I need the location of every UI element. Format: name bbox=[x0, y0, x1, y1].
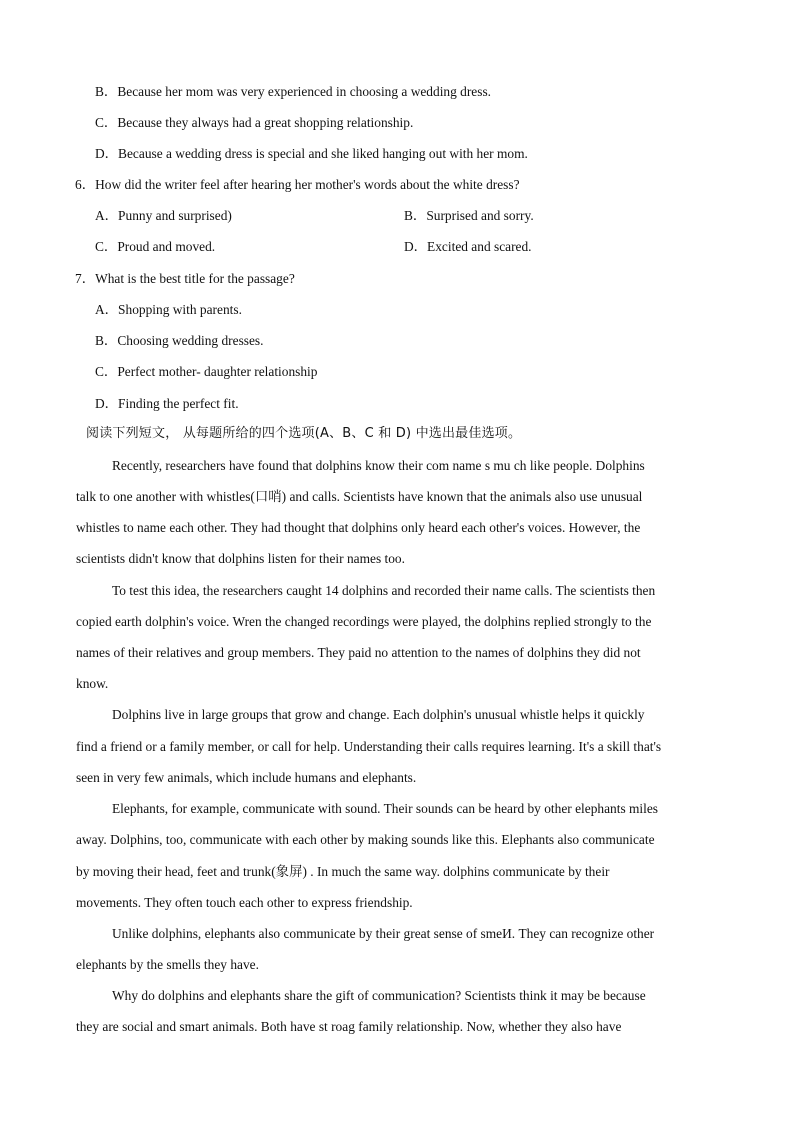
question-6: 6．How did the writer feel after hearing her mother's words about the white dress? bbox=[75, 177, 520, 192]
passage-line: away. Dolphins, too, communicate with each other by making sounds like this. Elephants also communicate bbox=[76, 832, 655, 847]
passage-line: scientists didn't know that dolphins listen for their names too. bbox=[76, 551, 405, 566]
passage-line: talk to one another with whistles(口哨) and calls. Scientists have known that the animals also use unusual bbox=[76, 489, 643, 504]
q7-option-b: B．Choosing wedding dresses. bbox=[95, 333, 264, 348]
q7-option-c: C．Perfect mother- daughter relationship bbox=[95, 364, 318, 379]
q5-option-b: B．Because her mom was very experienced in choosing a wedding dress. bbox=[95, 84, 492, 99]
q7-option-a: A．Shopping with parents. bbox=[95, 302, 242, 317]
q5-option-c: C．Because they always had a great shopping relationship. bbox=[95, 115, 414, 130]
passage-line: Recently, researchers have found that dolphins know their com name s mu ch like people. Dolphins bbox=[112, 458, 645, 473]
passage-line: Why do dolphins and elephants share the gift of communication? Scientists think it may be because bbox=[112, 988, 646, 1003]
q7-option-d: D．Finding the perfect fit. bbox=[95, 396, 239, 411]
q6-option-a: A．Punny and surprised) bbox=[95, 208, 232, 223]
passage-line: know. bbox=[76, 676, 109, 691]
passage-line: Elephants, for example, communicate with sound. Their sounds can be heard by other elephants miles bbox=[112, 801, 659, 816]
question-7: 7．What is the best title for the passage? bbox=[75, 271, 295, 286]
passage-line: seen in very few animals, which include humans and elephants. bbox=[76, 770, 417, 785]
passage-line: by moving their head, feet and trunk(象屏) . In much the same way. dolphins communicate by their bbox=[76, 864, 610, 879]
passage-line: Dolphins live in large groups that grow and change. Each dolphin's unusual whistle helps it quickly bbox=[112, 707, 645, 722]
passage-line: Unlike dolphins, elephants also communicate by their great sense of smeИ. They can recognize other bbox=[112, 926, 655, 941]
passage-line: movements. They often touch each other to express friendship. bbox=[76, 895, 413, 910]
q6-option-c: C．Proud and moved. bbox=[95, 239, 216, 254]
q6-option-b: B．Surprised and sorry. bbox=[404, 208, 534, 223]
reading-instruction: 阅读下列短文， 从每题所给的四个选项(A、B、C 和 D) 中选出最佳选项。 bbox=[86, 426, 522, 441]
passage-line: To test this idea, the researchers caught 14 dolphins and recorded their name calls. The scientists then bbox=[112, 583, 656, 598]
passage-line: names of their relatives and group members. They paid no attention to the names of dolphins they did not bbox=[76, 645, 641, 660]
q6-option-d: D．Excited and scared. bbox=[404, 239, 532, 254]
passage-line: find a friend or a family member, or call for help. Understanding their calls requires learning. It's a skill that's bbox=[76, 739, 662, 754]
passage-line: copied earth dolphin's voice. Wren the changed recordings were played, the dolphins replied strongly to the bbox=[76, 614, 652, 629]
passage-line: elephants by the smells they have. bbox=[76, 957, 259, 972]
q5-option-d: D．Because a wedding dress is special and she liked hanging out with her mom. bbox=[95, 146, 528, 161]
passage-line: they are social and smart animals. Both have st roag family relationship. Now, whether they also have bbox=[76, 1019, 622, 1034]
passage-line: whistles to name each other. They had thought that dolphins only heard each other's voices. However, the bbox=[76, 520, 641, 535]
